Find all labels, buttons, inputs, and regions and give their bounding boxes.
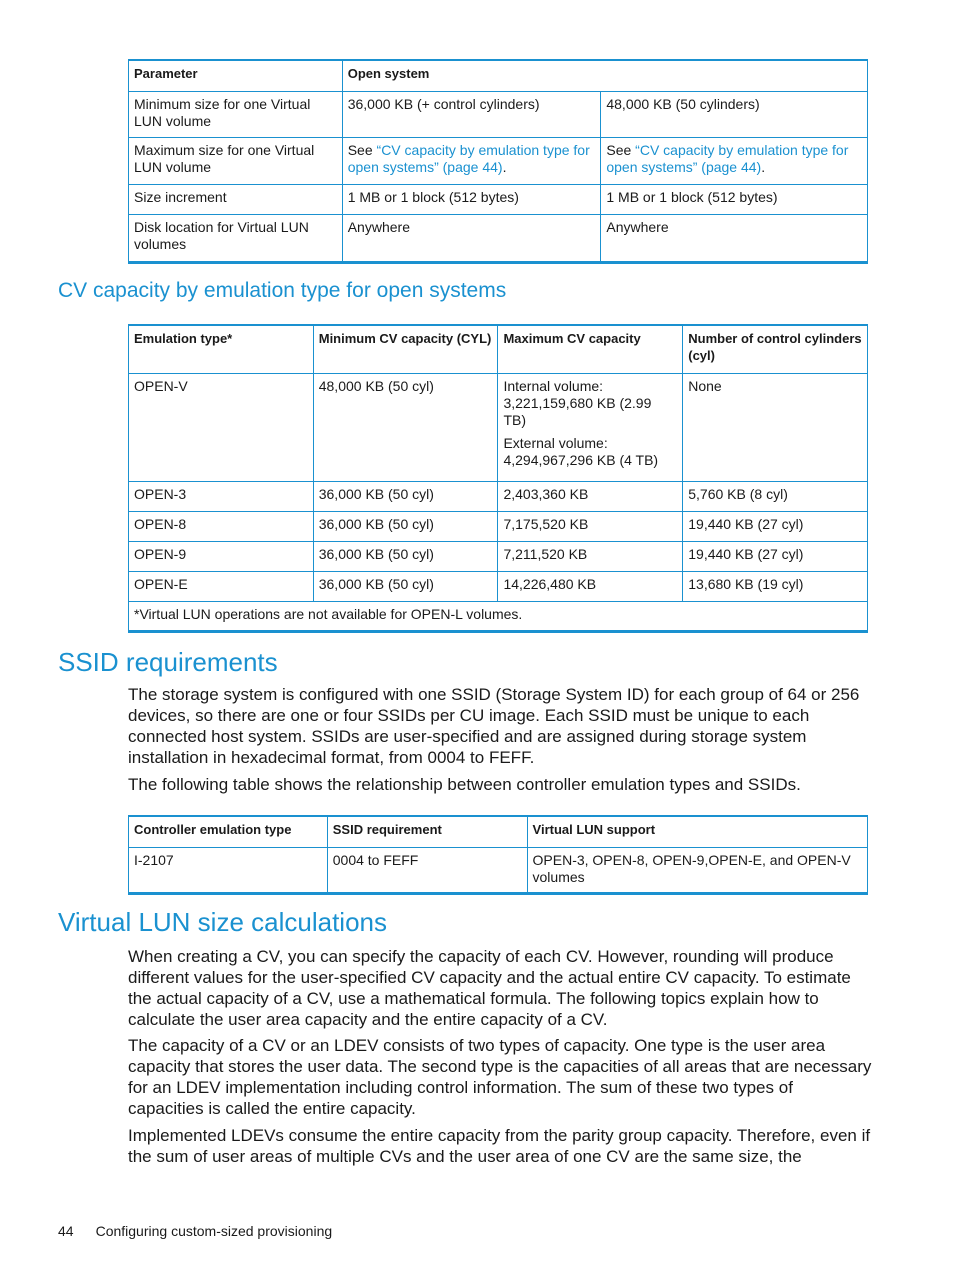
cell: Maximum size for one Virtual LUN volume	[129, 137, 343, 184]
header-controller-emulation: Controller emulation type	[129, 816, 328, 847]
text: .	[502, 158, 507, 175]
header-control-cylinders: Number of control cylinders (cyl)	[683, 325, 868, 373]
cell: 36,000 KB (50 cyl)	[313, 541, 498, 571]
table-row	[129, 511, 868, 541]
cell: 36,000 KB (50 cyl)	[313, 481, 498, 511]
cell: I-2107	[129, 847, 328, 893]
header-emulation-type: Emulation type*	[129, 325, 314, 373]
vlun-paragraph-3: Implemented LDEVs consume the entire capacity from the parity group capacity. Therefore, even if the sum of user areas of multiple CVs and the user area of one CV are the same size, the	[128, 1126, 871, 1166]
cv-capacity-link[interactable]: “CV capacity by emulation type for open systems” (page 44)	[347, 141, 590, 175]
vlun-paragraph-2: The capacity of a CV or an LDEV consists of two types of capacity. One type is the user area capacity that stores the user data. The second type is the capacities of all areas that are necessary for an LDEV implementation including control information. The sum of these two types of capacities is called the entire capacity.	[128, 1036, 872, 1118]
header-parameter: Parameter	[129, 60, 343, 91]
header-ssid-requirement: SSID requirement	[327, 816, 527, 847]
cell: OPEN-3	[129, 481, 314, 511]
page-number: 44	[58, 1223, 74, 1239]
cell: Minimum size for one Virtual LUN volume	[129, 91, 343, 137]
cell: None	[683, 373, 868, 481]
table-row	[129, 373, 868, 481]
table-row	[129, 184, 868, 214]
cell: 48,000 KB (50 cyl)	[313, 373, 498, 481]
internal-volume: Internal volume: 3,221,159,680 KB (2.99 TB)	[503, 377, 652, 428]
section-heading-cv-capacity: CV capacity by emulation type for open systems	[58, 279, 507, 302]
chapter-title: Configuring custom-sized provisioning	[95, 1223, 333, 1239]
cell	[342, 137, 601, 184]
cell: OPEN-9	[129, 541, 314, 571]
table-row	[129, 214, 868, 262]
ssid-paragraph-2: The following table shows the relationship between controller emulation types and SSIDs.	[128, 775, 801, 794]
table-row	[129, 91, 868, 137]
cell: 36,000 KB (50 cyl)	[313, 571, 498, 601]
cell: 5,760 KB (8 cyl)	[683, 481, 868, 511]
header-max-cv: Maximum CV capacity	[498, 325, 683, 373]
header-open-system: Open system	[342, 60, 867, 91]
cell: OPEN-E	[129, 571, 314, 601]
page-footer	[58, 1223, 332, 1239]
cell: OPEN-V	[129, 373, 314, 481]
cv-capacity-link[interactable]: “CV capacity by emulation type for open systems” (page 44)	[606, 141, 849, 175]
table-row	[129, 137, 868, 184]
cell: 19,440 KB (27 cyl)	[683, 541, 868, 571]
header-virtual-lun-support: Virtual LUN support	[527, 816, 867, 847]
cell: OPEN-8	[129, 511, 314, 541]
cell: Anywhere	[601, 214, 868, 262]
table-row	[129, 571, 868, 601]
text: .	[761, 158, 766, 175]
text: See	[606, 141, 636, 158]
ssid-paragraph-1: The storage system is configured with one SSID (Storage System ID) for each group of 64 or 256 devices, so there are one or four SSIDs per CU image. Each SSID must be unique to each connected host system. SSIDs are user-specified and are assigned during storage system installation in hexadecimal format, from 0004 to FEFF.	[128, 685, 860, 767]
cell: 36,000 KB (50 cyl)	[313, 511, 498, 541]
parameter-table	[128, 59, 868, 264]
cell: Disk location for Virtual LUN volumes	[129, 214, 343, 262]
table-row	[129, 481, 868, 511]
section-heading-virtual-lun: Virtual LUN size calculations	[58, 907, 387, 937]
cell	[498, 373, 683, 481]
cell: 13,680 KB (19 cyl)	[683, 571, 868, 601]
cell: 14,226,480 KB	[498, 571, 683, 601]
cell: 0004 to FEFF	[327, 847, 527, 893]
cell: 7,175,520 KB	[498, 511, 683, 541]
external-volume: External volume: 4,294,967,296 KB (4 TB)	[503, 434, 659, 468]
ssid-table	[128, 815, 868, 895]
table-row	[129, 541, 868, 571]
text: See	[347, 141, 377, 158]
cell: 2,403,360 KB	[498, 481, 683, 511]
cell: 19,440 KB (27 cyl)	[683, 511, 868, 541]
header-min-cv: Minimum CV capacity (CYL)	[313, 325, 498, 373]
vlun-paragraph-1: When creating a CV, you can specify the capacity of each CV. However, rounding will produce different values for the user-specified CV capacity and the actual entire CV capacity. To estimate the actual capacity of a CV, use a mathematical formula. The following topics explain how to calculate the user area capacity and the entire capacity of a CV.	[128, 947, 851, 1029]
cell: OPEN-3, OPEN-8, OPEN-9,OPEN-E, and OPEN-V volumes	[527, 847, 867, 893]
section-heading-ssid: SSID requirements	[58, 647, 278, 677]
cell: Anywhere	[342, 214, 601, 262]
cv-capacity-table	[128, 324, 868, 633]
table-footnote-row	[129, 601, 868, 631]
cell: 1 MB or 1 block (512 bytes)	[342, 184, 601, 214]
cell: 1 MB or 1 block (512 bytes)	[601, 184, 868, 214]
cell	[601, 137, 868, 184]
table-footnote: *Virtual LUN operations are not available for OPEN-L volumes.	[129, 601, 868, 631]
cell: 7,211,520 KB	[498, 541, 683, 571]
table-row	[129, 847, 868, 893]
cell: 36,000 KB (+ control cylinders)	[342, 91, 601, 137]
cell: Size increment	[129, 184, 343, 214]
cell: 48,000 KB (50 cylinders)	[601, 91, 868, 137]
